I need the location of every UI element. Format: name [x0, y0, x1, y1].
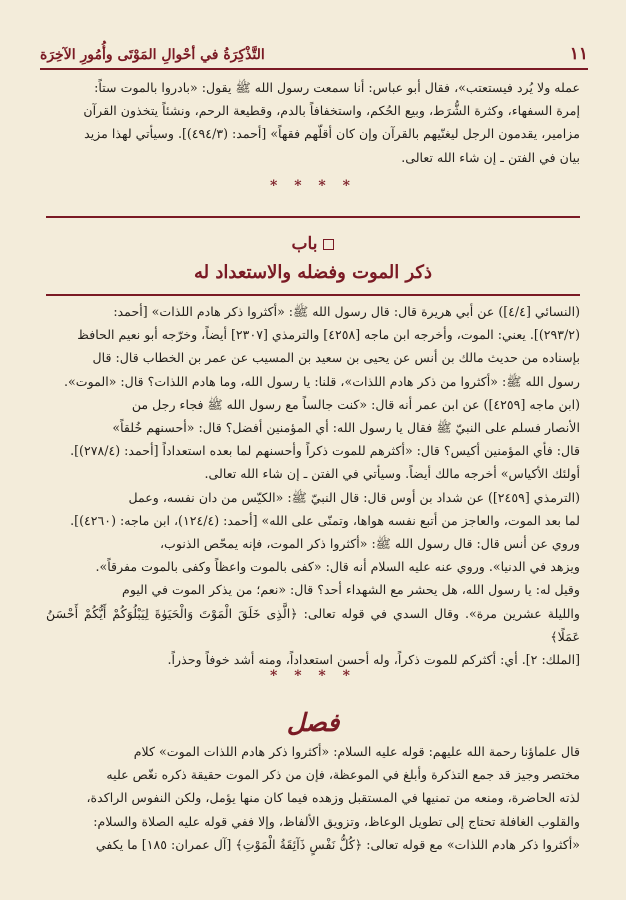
text-line: رسول الله ﷺ: «أكثروا من ذكر هادم اللذات»، قلنا: يا رسول الله، وما هادم اللذات؟ قال: «الموت».: [64, 373, 580, 389]
text-line: مختصر وجيز قد جمع التذكرة وأبلغ في الموعظة، فإن من ذكر الموت حقيقة ذكره نغّص عليه: [106, 767, 580, 783]
text-line: بيان في الفتن ـ إن شاء الله تعالى.: [401, 149, 580, 165]
text-line: إمرة السفهاء، وكثرة الشُّرَط، وبيع الحُكم، واستخفافاً بالدم، وقطيعة الرحم، ونشئاً يتخذون القرآن: [83, 103, 580, 119]
text-line: قال: فأي المؤمنين أكيس؟ قال: «أكثرهم للموت ذكراً وأحسنهم لما بعده استعداداً [أحمد: (٢٧٨/٤)].: [70, 443, 580, 459]
section-rule-bottom: [46, 294, 580, 296]
page-header: [40, 28, 588, 70]
text-line: عمله ولا يُرد فيستعتب»، فقال أبو عباس: أنا سمعت رسول الله ﷺ يقول: «بادروا بالموت ستاً:: [94, 80, 580, 95]
text-line: وقيل له: يا رسول الله، هل يحشر مع الشهداء أحد؟ قال: «نعم؛ من يذكر الموت في اليوم: [122, 582, 580, 598]
text-line: (ابن ماجه [٤٢٥٩]) عن ابن عمر أنه قال: «كنت جالساً مع رسول الله ﷺ فجاء رجل من: [131, 396, 580, 412]
text-line: والقلوب الغافلة تحتاج إلى تطويل الوعاظ، وتزويق الألفاظ، وإلا ففي قوله عليه الصلاة والسلام:: [93, 813, 580, 829]
chapter-label-text: باب: [291, 234, 318, 254]
text-line: لما بعد الموت، والعاجز من أتبع نفسه هواها، وتمنّى على الله» [أحمد: (١٢٤/٤)، ابن ماجه: (٤٢٦٠)].: [70, 512, 580, 528]
text-line: الأنصار فسلم على النبيّ ﷺ فقال يا رسول الله: أي المؤمنين أفضل؟ قال: «أحسنهم خُلقاً»: [112, 420, 580, 436]
square-icon: [323, 239, 334, 250]
section-rule-top: [46, 216, 580, 218]
fasl-heading: فصل: [286, 708, 340, 737]
text-line: قال علماؤنا رحمة الله عليهم: قوله عليه السلام: «أكثروا ذكر هادم اللذات الموت» كلام: [133, 744, 580, 759]
text-line: بإسناده من حديث مالك بن أنس عن يحيى بن سعيد بن المسيب عن عمر بن الخطاب قال: قال: [92, 350, 580, 366]
text-line: لذته الحاضرة، ومنعه من تمنيها في المستقبل وزهده فيما كان منها يؤمل، ولكن النفوس الراكدة،: [86, 790, 580, 806]
text-line: (٢٩٣/٢)]. يعني: الموت، وأخرجه ابن ماجه [٤٢٥٨] والترمذي [٢٣٠٧] أيضاً، وخرّجه أبو نعيم الحافظ: [77, 327, 580, 343]
text-line: (النسائي [٤/٤]) عن أبي هريرة قال: قال رسول الله ﷺ: «أكثروا ذكر هادم اللذات» [أحمد:: [113, 304, 580, 319]
text-line: وروي عن أنس قال: قال رسول الله ﷺ: «أكثروا ذكر الموت، فإنه يمحّص الذنوب،: [159, 536, 580, 552]
separator-stars: * * * *: [270, 178, 356, 194]
chapter-label: [0, 234, 626, 254]
text-line: والليلة عشرين مرة». وقال السدي في قوله تعالى: ﴿الَّذِى خَلَقَ الْمَوْتَ وَالْحَيَوٰةَ لِيَبْلُوَكُمْ أَيُّكُمْ أَحْسَنُ عَمَلًا﴾: [46, 605, 580, 644]
chapter-title: ذكر الموت وفضله والاستعداد له: [194, 262, 432, 283]
fasl-body: [46, 740, 580, 856]
text-line: ويزهد في الدنيا». وروي عنه عليه السلام أنه قال: «كفى بالموت واعظاً وكفى بالموت مفرقاً».: [95, 559, 580, 575]
text-line: مزامير، يقدمون الرجل ليغنّيهم بالقرآن وإن كان أقلّهم فقهاً» [أحمد: (٤٩٤/٣)]. وسيأتي لهذا مزيد: [84, 126, 580, 142]
page-number: ١١: [569, 44, 588, 64]
chapter-body: [46, 300, 580, 671]
text-line: [الملك: ٢]. أي: أكثركم للموت ذكراً، وله أحسن استعداداً، ومنه أشد خوفاً وحذراً.: [167, 652, 580, 668]
running-title: التَّذْكِرَةُ في أحْوالِ المَوْتَى وأُمُورِ الآخِرَة: [40, 47, 265, 63]
intro-paragraph: [46, 76, 580, 169]
text-line: (الترمذي [٢٤٥٩]) عن شداد بن أوس قال: قال النبيّ ﷺ: «الكيّس من دان نفسه، وعمل: [128, 489, 580, 505]
text-line: أولئك الأكياس» أخرجه مالك أيضاً. وسيأتي في الفتن ـ إن شاء الله تعالى.: [204, 466, 580, 482]
separator-stars: * * * *: [270, 668, 356, 684]
text-line: «أكثروا ذكر هادم اللذات» مع قوله تعالى: ﴿كُلُّ نَفْسٍ ذَآئِقَةُ الْمَوْتِ﴾ [آل عمران: ١٨٥] ما يكفي: [95, 836, 580, 852]
